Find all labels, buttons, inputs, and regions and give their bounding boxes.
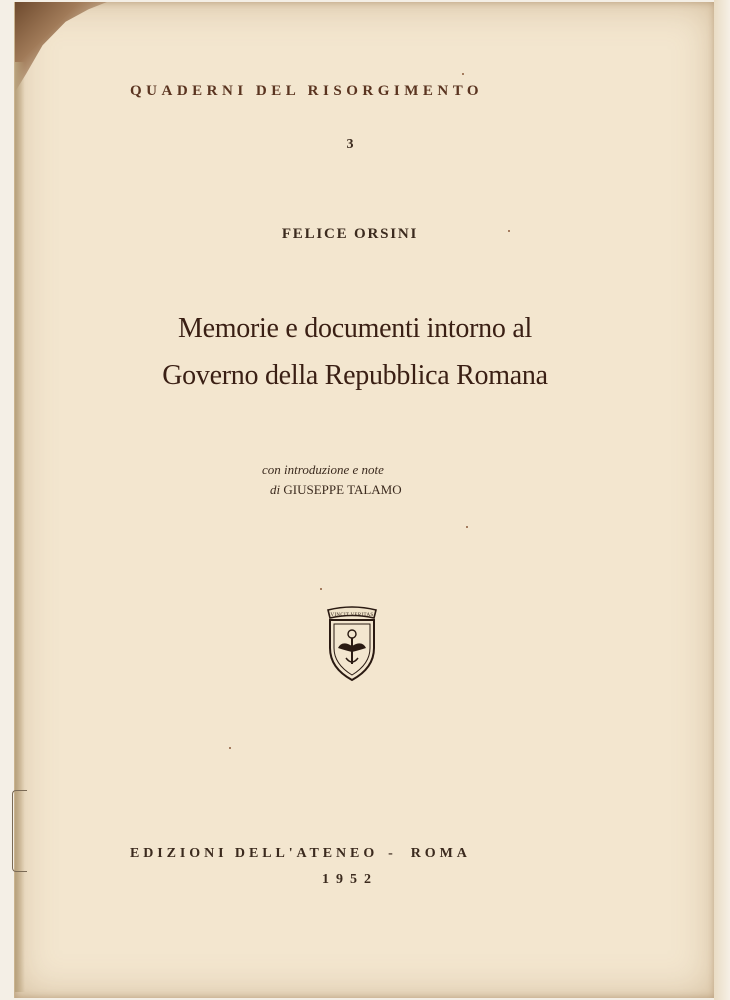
paper-fleck <box>508 230 510 232</box>
paper-fleck <box>466 526 468 528</box>
torn-corner <box>15 2 107 92</box>
author-name: FELICE ORSINI <box>281 226 419 242</box>
editor-credit <box>270 482 470 498</box>
publisher-line <box>130 846 574 862</box>
publisher-separator: - <box>388 846 397 861</box>
emblem-motto: VINCIT VERITAS <box>330 613 374 618</box>
paper-fleck <box>229 747 231 749</box>
paper-fleck <box>320 588 322 590</box>
publisher-name: EDIZIONI DELL'ATENEO <box>130 846 379 861</box>
series-title: QUADERNI DEL RISORGIMENTO <box>130 83 484 99</box>
editor-name: GIUSEPPE TALAMO <box>283 482 402 497</box>
binding-mark <box>12 790 27 872</box>
book-title-line-2: Governo della Repubblica Romana <box>162 360 548 391</box>
volume-number: 3 <box>346 137 354 152</box>
book-title-line-1: Memorie e documenti intorno al <box>178 313 532 344</box>
page-edge <box>714 0 730 1000</box>
publisher-emblem-icon <box>324 604 380 682</box>
introduction-note: con introduzione e note <box>262 462 384 477</box>
publication-year: 1952 <box>322 872 378 887</box>
paper-fleck <box>462 73 464 75</box>
editor-prefix: di <box>270 482 281 497</box>
publisher-city: ROMA <box>410 846 471 861</box>
